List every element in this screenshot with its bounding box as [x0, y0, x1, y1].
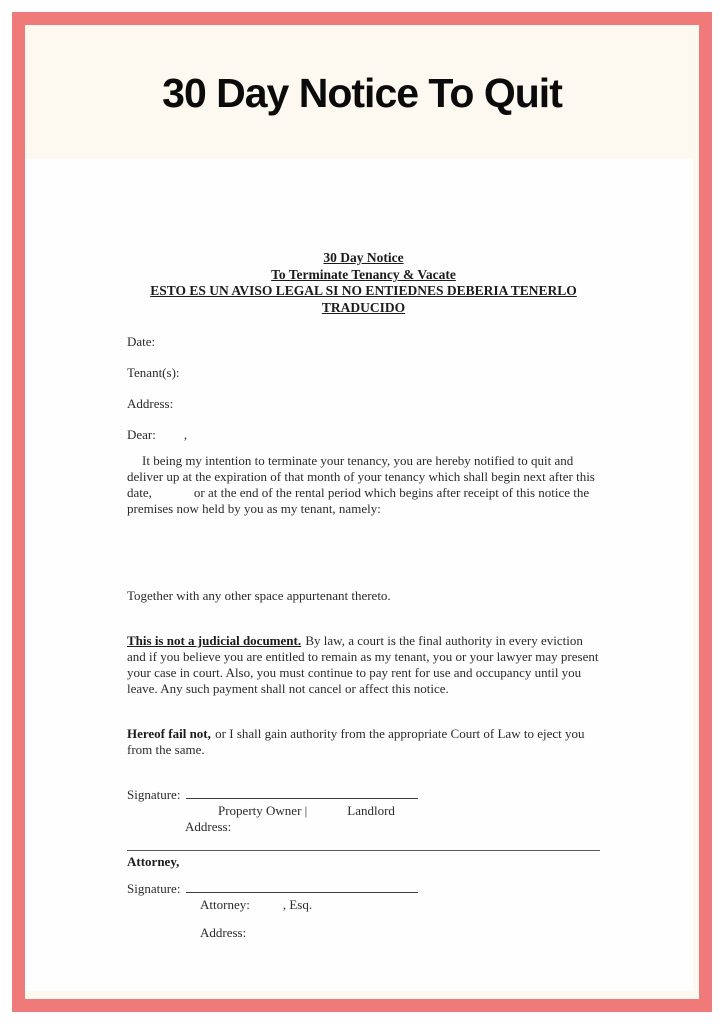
attorney-heading: Attorney,	[127, 854, 180, 869]
letter-document	[25, 159, 693, 991]
hereof-lead: Hereof fail not,	[127, 726, 211, 741]
owner-signature-label: Signature:	[127, 787, 181, 802]
owner-signature-row	[127, 787, 600, 803]
appurtenant-line: Together with any other space appurtenant thereto.	[127, 588, 391, 603]
landlord-label: Landlord	[347, 803, 395, 818]
intro-text-1: It being my intention to terminate your tenancy, you are hereby notified to quit and deliver up at the expiration of that month of your tenancy which shall begin next after this date,	[127, 453, 595, 500]
owner-address-label: Address:	[185, 819, 232, 834]
attorney-name-line	[200, 897, 600, 913]
address-field-label: Address:	[127, 396, 174, 411]
esq-label: , Esq.	[282, 897, 313, 912]
judicial-paragraph	[127, 633, 600, 697]
date-field-label: Date:	[127, 334, 156, 349]
intro-paragraph	[127, 453, 600, 517]
dear-label: Dear:	[127, 427, 156, 442]
tenants-field-label: Tenant(s):	[127, 365, 180, 380]
section-divider	[127, 850, 600, 851]
attorney-address-line	[200, 925, 600, 941]
attorney-address-label: Address:	[200, 925, 247, 940]
property-owner-label: Property Owner |	[218, 803, 308, 818]
decorative-border	[12, 12, 712, 1012]
attorney-signature-label: Signature:	[127, 881, 181, 896]
intro-text-2: or at the end of the rental period which begins after receipt of this notice the premises now held by you as my tenant, namely:	[127, 485, 590, 516]
owner-role-line	[218, 803, 600, 819]
heading-line-2: To Terminate Tenancy & Vacate	[271, 266, 456, 282]
salutation-line	[127, 427, 600, 443]
attorney-signature-line	[186, 881, 418, 893]
attorney-label: Attorney:	[200, 897, 250, 912]
attorney-signature-row	[127, 881, 600, 897]
heading-line-1: 30 Day Notice	[323, 250, 404, 265]
notice-heading	[127, 250, 600, 316]
hereof-rest: or I shall gain authority from the appropriate Court of Law to eject you from the same.	[127, 726, 585, 757]
hereof-paragraph	[127, 726, 600, 758]
heading-line-3: ESTO ES UN AVISO LEGAL SI NO ENTIEDNES DEBERIA TENERLO TRADUCIDO	[150, 283, 577, 315]
address-field	[127, 396, 600, 412]
tenants-field	[127, 365, 600, 381]
dear-comma: ,	[183, 427, 188, 442]
date-field	[127, 334, 600, 350]
owner-signature-line	[186, 787, 418, 799]
page-title: 30 Day Notice To Quit	[162, 70, 562, 116]
owner-address-line	[185, 819, 600, 835]
judicial-rest: By law, a court is the final authority in every eviction and if you believe you are entitled to remain as my tenant, you or your lawyer may present your case in court. Also, you must continue to pay rent for use and occupancy until you leave. Any such payment shall not cancel or affect this notice.	[127, 633, 599, 696]
judicial-lead: This is not a judicial document.	[127, 633, 302, 648]
